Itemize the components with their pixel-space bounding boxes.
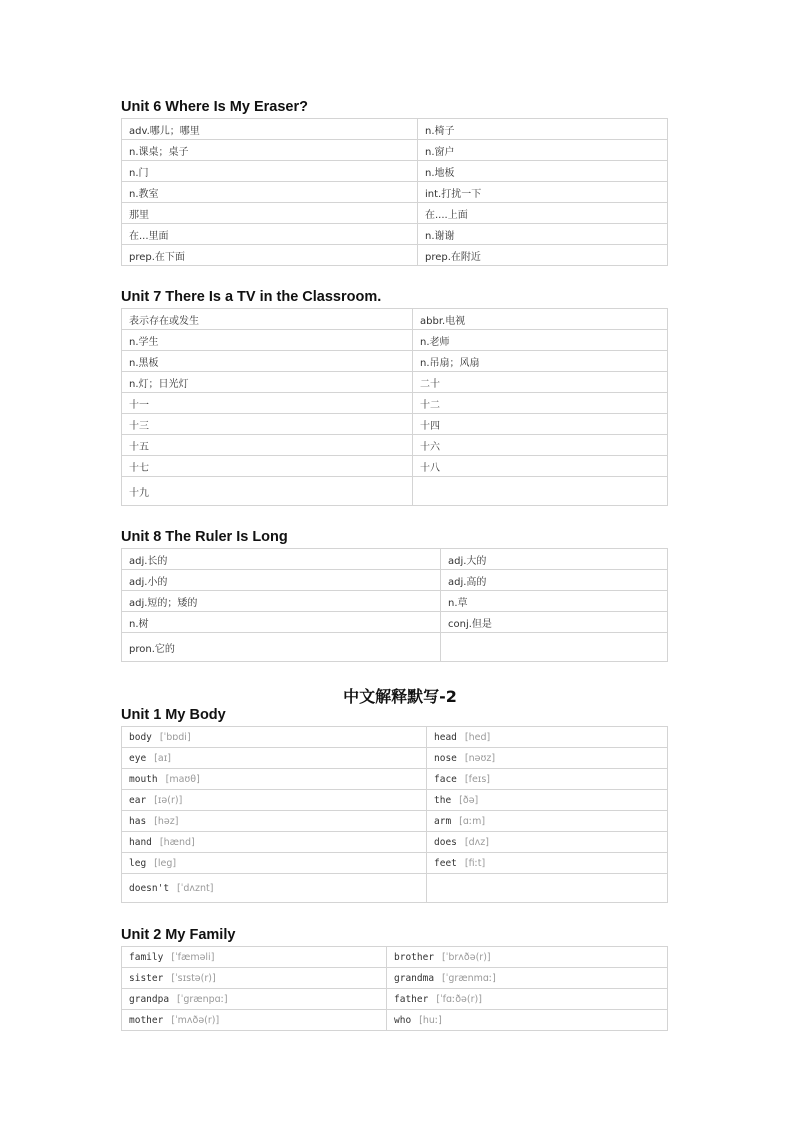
table-row xyxy=(122,414,668,435)
word-table-unit-1 xyxy=(121,726,668,903)
word: hand xyxy=(129,836,152,848)
table-row xyxy=(122,182,668,203)
word: eye xyxy=(129,752,147,764)
phonetic: [ɑːm] xyxy=(459,815,486,827)
table-cell xyxy=(427,748,668,769)
table-cell: n.地板 xyxy=(418,161,668,182)
section-title-unit-7: Unit 7 There Is a TV in the Classroom. xyxy=(121,289,382,305)
word: face xyxy=(434,773,457,785)
phonetic: [həz] xyxy=(154,815,179,827)
table-cell: 表示存在或发生 xyxy=(122,309,413,330)
table-cell xyxy=(427,811,668,832)
table-row xyxy=(122,372,668,393)
word: brother xyxy=(394,951,435,963)
table-cell xyxy=(122,874,427,903)
table-row xyxy=(122,119,668,140)
table-cell: prep.在附近 xyxy=(418,245,668,266)
word: arm xyxy=(434,815,452,827)
table-cell: 二十 xyxy=(413,372,668,393)
table-cell xyxy=(122,832,427,853)
table-cell: n.草 xyxy=(441,591,668,612)
phonetic: [ˈsɪstə(r)] xyxy=(171,972,216,984)
phonetic: [nəʊz] xyxy=(464,752,496,764)
section-title-unit-2: Unit 2 My Family xyxy=(121,927,236,943)
part-title: 中文解释默写-2 xyxy=(343,687,457,706)
table-row xyxy=(122,1010,668,1031)
table-cell xyxy=(427,769,668,790)
table-cell: adj.高的 xyxy=(441,570,668,591)
word: grandma xyxy=(394,972,435,984)
table-row xyxy=(122,790,668,811)
table-row xyxy=(122,456,668,477)
table-cell xyxy=(427,853,668,874)
table-cell: conj.但是 xyxy=(441,612,668,633)
table-row xyxy=(122,811,668,832)
table-cell: n.窗户 xyxy=(418,140,668,161)
table-cell: n.黑板 xyxy=(122,351,413,372)
phonetic: [ˈfɑːðə(r)] xyxy=(436,993,482,1005)
table-row xyxy=(122,832,668,853)
section-title-unit-6: Unit 6 Where Is My Eraser? xyxy=(121,99,308,115)
table-cell: abbr.电视 xyxy=(413,309,668,330)
table-row xyxy=(122,989,668,1010)
word: feet xyxy=(434,857,457,869)
table-row xyxy=(122,477,668,506)
table-cell: n.课桌；桌子 xyxy=(122,140,418,161)
table-cell xyxy=(387,947,668,968)
table-cell: n.椅子 xyxy=(418,119,668,140)
table-cell xyxy=(122,968,387,989)
table-row xyxy=(122,161,668,182)
table-row xyxy=(122,591,668,612)
section-title-unit-8: Unit 8 The Ruler Is Long xyxy=(121,529,288,545)
table-cell: 十七 xyxy=(122,456,413,477)
table-row xyxy=(122,309,668,330)
table-cell xyxy=(427,832,668,853)
table-row xyxy=(122,549,668,570)
phonetic: [leg] xyxy=(154,857,177,869)
table-row xyxy=(122,203,668,224)
table-cell: 在....上面 xyxy=(418,203,668,224)
table-row xyxy=(122,245,668,266)
table-cell: n.灯；日光灯 xyxy=(122,372,413,393)
table-cell: n.教室 xyxy=(122,182,418,203)
table-row xyxy=(122,330,668,351)
table-cell: adj.小的 xyxy=(122,570,441,591)
table-cell xyxy=(413,477,668,506)
phonetic: [ˈmʌðə(r)] xyxy=(171,1014,220,1026)
table-cell xyxy=(427,874,668,903)
table-cell: adv.哪儿；哪里 xyxy=(122,119,418,140)
word: ear xyxy=(129,794,147,806)
table-cell: 十一 xyxy=(122,393,413,414)
word: mother xyxy=(129,1014,164,1026)
table-cell xyxy=(122,811,427,832)
table-row xyxy=(122,393,668,414)
phonetic: [ˈfæməli] xyxy=(171,951,215,963)
table-cell xyxy=(427,727,668,748)
table-cell: n.吊扇；风扇 xyxy=(413,351,668,372)
table-row xyxy=(122,224,668,245)
table-cell xyxy=(441,633,668,662)
word: family xyxy=(129,951,164,963)
table-cell: 十八 xyxy=(413,456,668,477)
table-row xyxy=(122,727,668,748)
table-cell xyxy=(122,790,427,811)
word: has xyxy=(129,815,147,827)
table-cell: int.打扰一下 xyxy=(418,182,668,203)
word: sister xyxy=(129,972,164,984)
table-row xyxy=(122,874,668,903)
table-cell: n.谢谢 xyxy=(418,224,668,245)
phonetic: [hed] xyxy=(464,731,491,743)
table-cell xyxy=(122,748,427,769)
table-cell: 那里 xyxy=(122,203,418,224)
word: grandpa xyxy=(129,993,170,1005)
table-cell xyxy=(122,853,427,874)
phonetic: [ˈgrænpɑː] xyxy=(177,993,228,1005)
table-cell: 十六 xyxy=(413,435,668,456)
vocab-table-unit-8 xyxy=(121,548,668,662)
phonetic: [ˈbrʌðə(r)] xyxy=(442,951,491,963)
table-cell: 在...里面 xyxy=(122,224,418,245)
phonetic: [ˈbɒdi] xyxy=(159,731,191,743)
table-row xyxy=(122,947,668,968)
table-row xyxy=(122,570,668,591)
table-cell: n.学生 xyxy=(122,330,413,351)
word: leg xyxy=(129,857,147,869)
word: does xyxy=(434,836,457,848)
phonetic: [feɪs] xyxy=(464,773,490,785)
phonetic: [aɪ] xyxy=(154,752,171,764)
table-cell xyxy=(122,769,427,790)
table-row xyxy=(122,769,668,790)
table-row xyxy=(122,633,668,662)
table-cell: 十三 xyxy=(122,414,413,435)
word: body xyxy=(129,731,152,743)
table-cell xyxy=(387,989,668,1010)
vocab-table-unit-6 xyxy=(121,118,668,266)
word: head xyxy=(434,731,457,743)
table-row xyxy=(122,748,668,769)
section-title-unit-1: Unit 1 My Body xyxy=(121,707,226,723)
table-cell: 十二 xyxy=(413,393,668,414)
table-cell: 十五 xyxy=(122,435,413,456)
word: father xyxy=(394,993,429,1005)
table-row xyxy=(122,853,668,874)
table-cell: adj.短的；矮的 xyxy=(122,591,441,612)
table-cell: prep.在下面 xyxy=(122,245,418,266)
phonetic: [dʌz] xyxy=(464,836,489,848)
table-cell xyxy=(122,1010,387,1031)
table-cell xyxy=(427,790,668,811)
table-cell: adj.大的 xyxy=(441,549,668,570)
phonetic: [fiːt] xyxy=(464,857,486,869)
table-cell: 十四 xyxy=(413,414,668,435)
table-cell: pron.它的 xyxy=(122,633,441,662)
word: mouth xyxy=(129,773,158,785)
phonetic: [hænd] xyxy=(159,836,195,848)
table-cell xyxy=(387,968,668,989)
word: the xyxy=(434,794,452,806)
table-cell: n.树 xyxy=(122,612,441,633)
phonetic: [ˈgrænmɑː] xyxy=(442,972,496,984)
table-cell: n.老师 xyxy=(413,330,668,351)
table-cell: 十九 xyxy=(122,477,413,506)
word: nose xyxy=(434,752,457,764)
table-cell: n.门 xyxy=(122,161,418,182)
phonetic: [huː] xyxy=(419,1014,442,1026)
word: who xyxy=(394,1014,412,1026)
table-row xyxy=(122,435,668,456)
vocab-table-unit-7 xyxy=(121,308,668,506)
table-cell xyxy=(122,947,387,968)
table-row xyxy=(122,140,668,161)
word-table-unit-2 xyxy=(121,946,668,1031)
phonetic: [ɪə(r)] xyxy=(154,794,183,806)
word: doesn't xyxy=(129,882,170,894)
table-cell: adj.长的 xyxy=(122,549,441,570)
table-cell xyxy=(122,989,387,1010)
table-cell xyxy=(122,727,427,748)
phonetic: [ðə] xyxy=(459,794,479,806)
table-row xyxy=(122,968,668,989)
table-row xyxy=(122,351,668,372)
phonetic: [ˈdʌznt] xyxy=(177,882,214,894)
table-cell xyxy=(387,1010,668,1031)
table-row xyxy=(122,612,668,633)
phonetic: [maʊθ] xyxy=(165,773,200,785)
